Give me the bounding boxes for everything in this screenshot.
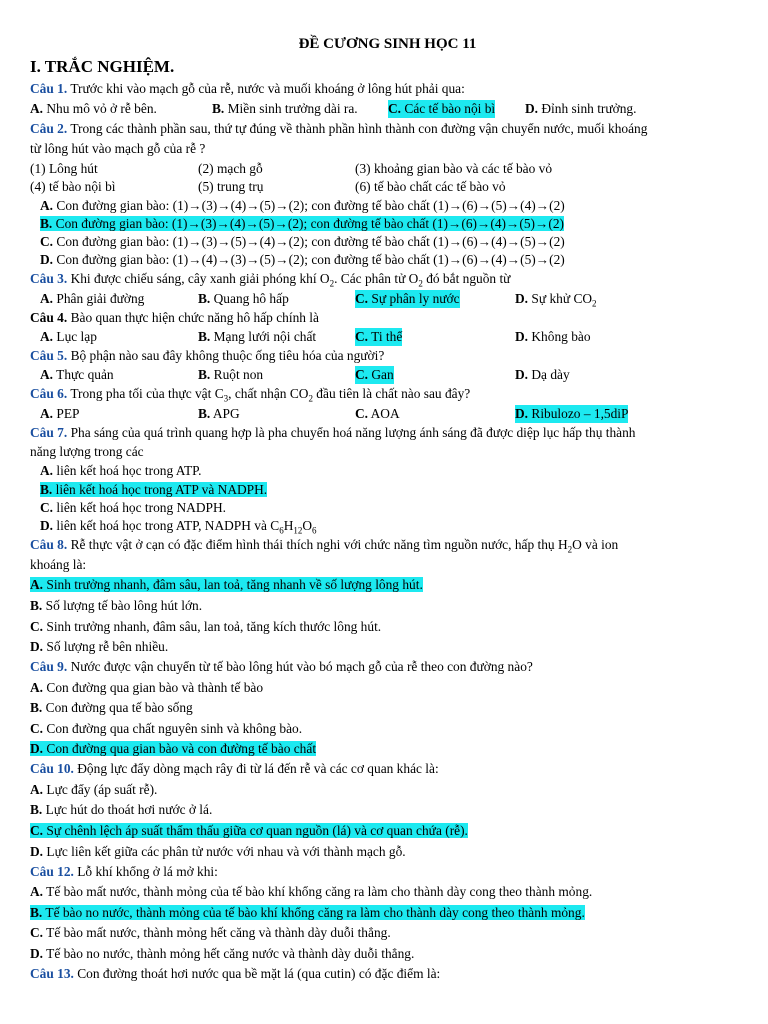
option-d: D. Đỉnh sinh trưởng.: [525, 101, 637, 116]
question-8: Câu 8. Rễ thực vật ở cạn có đặc điểm hình thái thích nghi với chức năng tìm nguồn nước, hấp thụ $H_2O$ và ion: [30, 537, 619, 555]
question-6: Câu 6. Trong pha tối của thực vật $C_3$, chất nhận $CO_2$ đầu tiên là chất nào sau đây?: [30, 386, 471, 404]
option-b: B. Quang hô hấp: [198, 291, 289, 306]
option-d: D. Tế bào no nước, thành mỏng hết căng nước và thành dày duỗi thẳng.: [30, 946, 415, 961]
option-d: D. Con đường gian bào: (1)→(4)→(3)→(5)→(2); con đường tế bào chất (1)→(6)→(4)→(5)→(2): [40, 252, 565, 267]
option-c: C. Sinh trưởng nhanh, đâm sâu, lan toả, tăng kích thước lông hút.: [30, 619, 382, 634]
option-a: A. Lực đẩy (áp suất rễ).: [30, 782, 158, 797]
question-7: Câu 7. Pha sáng của quá trình quang hợp là pha chuyển hoá năng lượng ánh sáng đã được diệp lục hấp thụ thành: [30, 425, 636, 440]
option-b: B. Lực hút do thoát hơi nước ở lá.: [30, 802, 213, 817]
question-3: Câu 3. Khi được chiếu sáng, cây xanh giải phóng khí $O_2$. Các phân tử $O_2$ đó bắt nguồn từ: [30, 271, 511, 289]
option-c-correct: C. Các tế bào nội bì: [388, 101, 496, 116]
option-c: C. AOA: [355, 406, 400, 421]
option-b: B. APG: [198, 406, 240, 421]
option-a: A. Tế bào mất nước, thành mỏng của tế bào khí khổng căng ra làm cho thành dày cong theo thành mỏng.: [30, 884, 593, 899]
option-c: C. liên kết hoá học trong NADPH.: [40, 500, 226, 515]
question-13: Câu 13. Con đường thoát hơi nước qua bề mặt lá (qua cutin) có đặc điểm là:: [30, 966, 441, 981]
option-b-correct: B. Con đường gian bào: (1)→(3)→(4)→(5)→(2); con đường tế bào chất (1)→(6)→(4)→(5)→(2): [40, 216, 565, 231]
option-d-correct: D. Ribulozo – 1,5diP: [515, 406, 629, 421]
question-10: Câu 10. Động lực đẩy dòng mạch rây đi từ lá đến rễ và các cơ quan khác là:: [30, 761, 439, 776]
option-b: B. Số lượng tế bào lông hút lớn.: [30, 598, 203, 613]
option-b: B. Con đường qua tế bào sống: [30, 700, 193, 715]
option-c-correct: C. Ti thể: [355, 329, 403, 344]
option-b-correct: B. liên kết hoá học trong ATP và NADPH.: [40, 482, 268, 497]
option-b: B. Mạng lưới nội chất: [198, 329, 317, 344]
option-c-correct: C. Sự phân ly nước: [355, 291, 460, 306]
option-c-correct: C. Gan: [355, 367, 394, 382]
option-b: B. Ruột non: [198, 367, 264, 382]
question-9: Câu 9. Nước được vận chuyển từ tế bào lông hút vào bó mạch gỗ của rễ theo con đường nào?: [30, 659, 533, 674]
question-12: Câu 12. Lỗ khí khổng ở lá mở khi:: [30, 864, 218, 879]
option-c: C. Con đường gian bào: (1)→(3)→(5)→(4)→(2); con đường tế bào chất (1)→(6)→(4)→(5)→(2): [40, 234, 565, 249]
question-2-text-cont: từ lông hút vào mạch gỗ của rễ ?: [30, 141, 206, 156]
option-d: D. Số lượng rễ bên nhiều.: [30, 639, 169, 654]
option-a: A. Con đường gian bào: (1)→(3)→(4)→(5)→(2); con đường tế bào chất (1)→(6)→(5)→(4)→(2): [40, 198, 565, 213]
question-1: [30, 80, 465, 98]
option-d: D. Không bào: [515, 329, 591, 344]
question-7-text-cont: năng lượng trong các: [30, 444, 144, 459]
option-a: A. PEP: [40, 406, 80, 421]
option-d: D. Dạ dày: [515, 367, 570, 382]
option-a: A. Con đường qua gian bào và thành tế bào: [30, 680, 264, 695]
question-4: Câu 4. Bào quan thực hiện chức năng hô hấp chính là: [30, 310, 319, 325]
question-number: Câu 1.: [30, 81, 68, 96]
option-b-correct: B. Tế bào no nước, thành mỏng của tế bào khí khổng căng ra làm cho thành dày cong theo thành mỏng.: [30, 905, 585, 920]
option-d: D. Sự khử $CO_2$: [515, 291, 597, 309]
option-a: A. Lục lạp: [40, 329, 97, 344]
option-a: A. Nhu mô vỏ ở rễ bên.: [30, 101, 157, 116]
option-d-correct: D. Con đường qua gian bào và con đường tế bào chất: [30, 741, 317, 756]
option-c: C. Con đường qua chất nguyên sinh và không bào.: [30, 721, 303, 736]
question-number: Câu 2.: [30, 121, 68, 136]
question-text: Trong các thành phần sau, thứ tự đúng về thành phần hình thành con đường vận chuyển nước, muối khoáng: [67, 121, 648, 136]
section-heading: I. TRẮC NGHIỆM.: [30, 57, 175, 76]
option-d: D. Lực liên kết giữa các phân tử nước với nhau và với thành mạch gỗ.: [30, 844, 406, 859]
option-c-correct: C. Sự chênh lệch áp suất thẩm thấu giữa cơ quan nguồn (lá) và cơ quan chứa (rễ).: [30, 823, 468, 838]
question-8-text-cont: khoáng là:: [30, 557, 87, 572]
option-a: A. Thực quản: [40, 367, 114, 382]
option-c: C. Tế bào mất nước, thành mỏng hết căng và thành dày duỗi thẳng.: [30, 925, 391, 940]
document-title: ĐỀ CƯƠNG SINH HỌC 11: [298, 36, 477, 52]
option-a-correct: A. Sinh trưởng nhanh, đâm sâu, lan toả, tăng nhanh về số lượng lông hút.: [30, 577, 423, 592]
question-2: [30, 120, 647, 138]
question-5: Câu 5. Bộ phận nào sau đây không thuộc ống tiêu hóa của người?: [30, 348, 385, 363]
option-a: A. liên kết hoá học trong ATP.: [40, 463, 202, 478]
option-d: D. liên kết hoá học trong ATP, NADPH và $C_6H_{12}O_6$: [40, 518, 317, 536]
option-a: A. Phân giải đường: [40, 291, 145, 306]
option-b: B. Miền sinh trưởng dài ra.: [212, 101, 358, 116]
question-text: Trước khi vào mạch gỗ của rễ, nước và muối khoáng ở lông hút phải qua:: [67, 81, 465, 96]
